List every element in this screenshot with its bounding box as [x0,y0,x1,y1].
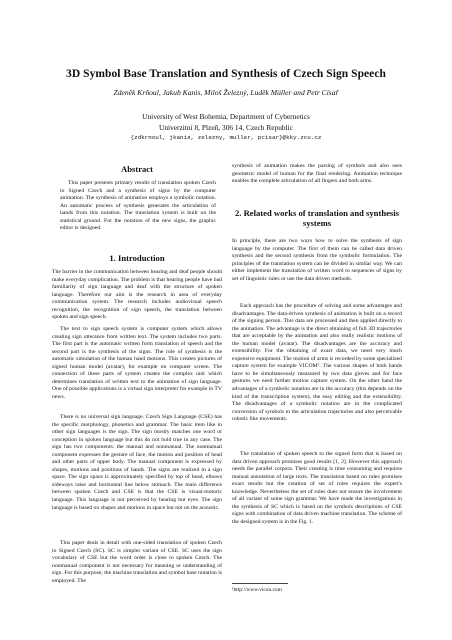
abstract-text: This paper presents primary results of translation spoken Czech to Signed Czech and a synthesis of signs by the computer animation. The synthesis of animation employs a symbolic notation. An automatic process of synthesis generates the articulation of hands from this notation. The translation system is built on the statistical ground. For the notation of the new signs, the graphic editor is designed. [60,180,216,232]
affiliation-department: University of West Bohemia, Department of Cybernetics [142,112,310,121]
right-paragraph-1: synthesis of animation makes the parsing of symbols and also uses geometric model of human for the final rendering. Animation technique enables the complete articulation of all fingers and both arms. [232,163,402,185]
related-works-paragraph-2: Each approach has the procedure of solving and some advantages and disadvantages. The data-driven synthesis of animation is built on a record of the signing person. This data are processed and then applied directly to the animation. The advantage is the direct obtaining of full 3D trajectories that are acceptable by the animation and also really realistic motions of the human model (avatar). The disadvantages are the accuracy and extensibility. For the obtaining of exact data, we need very much expensive equipment. The motion of arms is recorded by some specialized capture system for example VICOM¹. The various shapes of both hands have to be simultaneously measured by two data gloves and for face gestures we need further motion capture system. On the other hand the advantages of a symbolic notation are in the accuracy (this depends on the kind of the transcription system), the easy editing and the extensibility. The disadvantages of a symbolic notation are in the complicated conversion of symbols to the articulation trajectories and also perceivable robotic like movements. [232,303,402,423]
paper-title: 3D Symbol Base Translation and Synthesis of Czech Sign Speech [66,68,386,80]
related-works-heading: 2. Related works of translation and synthesis systems [234,208,399,228]
introduction-paragraph-3: There is no universal sign language. Czech Sign Language (CSE) has the specific morphology, phonetics and grammar. The basic item like in other sign languages is the sign. The sign mostly matches one word or conception in spoken language but this do not hold true in any case. The sign has two components: the manual and nonmanual. The nonmanual component expresses the gesture of face, the motion and position of head and other parts of upper body. The manual component is expressed by shapes, motions and positions of hands. The signs are realized in a sign space. The sign space is approximately specified by top of head, elbows sideways raise and horizontal line below stomach. The main difference between spoken Czech and CSE is that the CSE is visual-motoric language. This language is not perceived by hearing but eyes. The sign language is based on shapes and motions in space but not on the acoustic. [52,414,222,511]
author-emails: {zdkrnoul, jkanis, zelezny, muller, pcisar}@kky.zcu.cz [130,134,322,141]
introduction-heading: 1. Introduction [109,253,165,263]
introduction-paragraph-2: The text to sign speech system is computer system which allows creating sign utterance from written text. The system includes two parts. The first part is the automatic written form translation of speech and the second part is the synthesis of the signs. The role of synthesis is the automatic simulation of the human hand motions. This creates pictures of signed human model (avatar), for example on computer screen. The connection of these parts of system creates the complex unit which determines translation of written text to the animation of sign language. One of possible applications is a virtual sign interpreter for example in TV news. [52,326,222,400]
footnote-rule [232,583,288,584]
author-list: Zdeněk Krňoul, Jakub Kanis, Miloš Železný, Luděk Müller and Petr Císař [113,88,339,97]
abstract-heading: Abstract [121,164,153,174]
related-works-paragraph-3: The translation of spoken speech to the signed form that is based on data driven approach promises good results [1, 2]. However this approach needs the parallel corpora. Their creating is time consuming and requires manual annotation of large texts. The translation based on rules promises exact results but the creation of set of rules requires the expert's knowledge. Nevertheless the set of rules does not ensure the involvement of all variant of some sign grammar. We have made the investigations in the synthesis of SC which is based on the symbols descriptions of CSE signs with combination of data driven machine translation. The scheme of the designed system is in the Fig. 1. [232,451,402,525]
related-works-paragraph-1: In principle, there are two ways how to solve the synthesis of sign language by the computer. The first of them can be called data driven synthesis and the second synthesis from the symbolic formulation. The principles of the translation system can be divided in similar way. We can either implement the translation of written word to sequences of signs by set of linguistic rules or use the data driven methods. [232,238,402,282]
affiliation-address: Univerzitní 8, Plzeň, 306 14, Czech Republic [158,123,294,132]
introduction-paragraph-4: This paper deals in detail with one-sided translation of spoken Czech to Signed Czech (SC). SC is simpler variant of CSE. SC uses the sign vocabulary of CSE but the word order is close to spoken Czech. The nonmanual component is not necessary for meaning or understanding of sign. For this purpose, the machine translation and symbol base notation is employed. The [52,540,222,584]
footnote-vicon-url: ¹http://www.vicon.com [232,587,282,593]
introduction-paragraph-1: The barrier in the communication between hearing and deaf people should make everyday complication. The problem is that hearing people have bad familiarity of sign language and deaf with the structure of spoken language. Therefore our aim is the research in area of everyday communication system. The research includes audiovisual speech recognition, the recognition of sign speech, the translation between spoken and sign speech. [52,269,222,321]
